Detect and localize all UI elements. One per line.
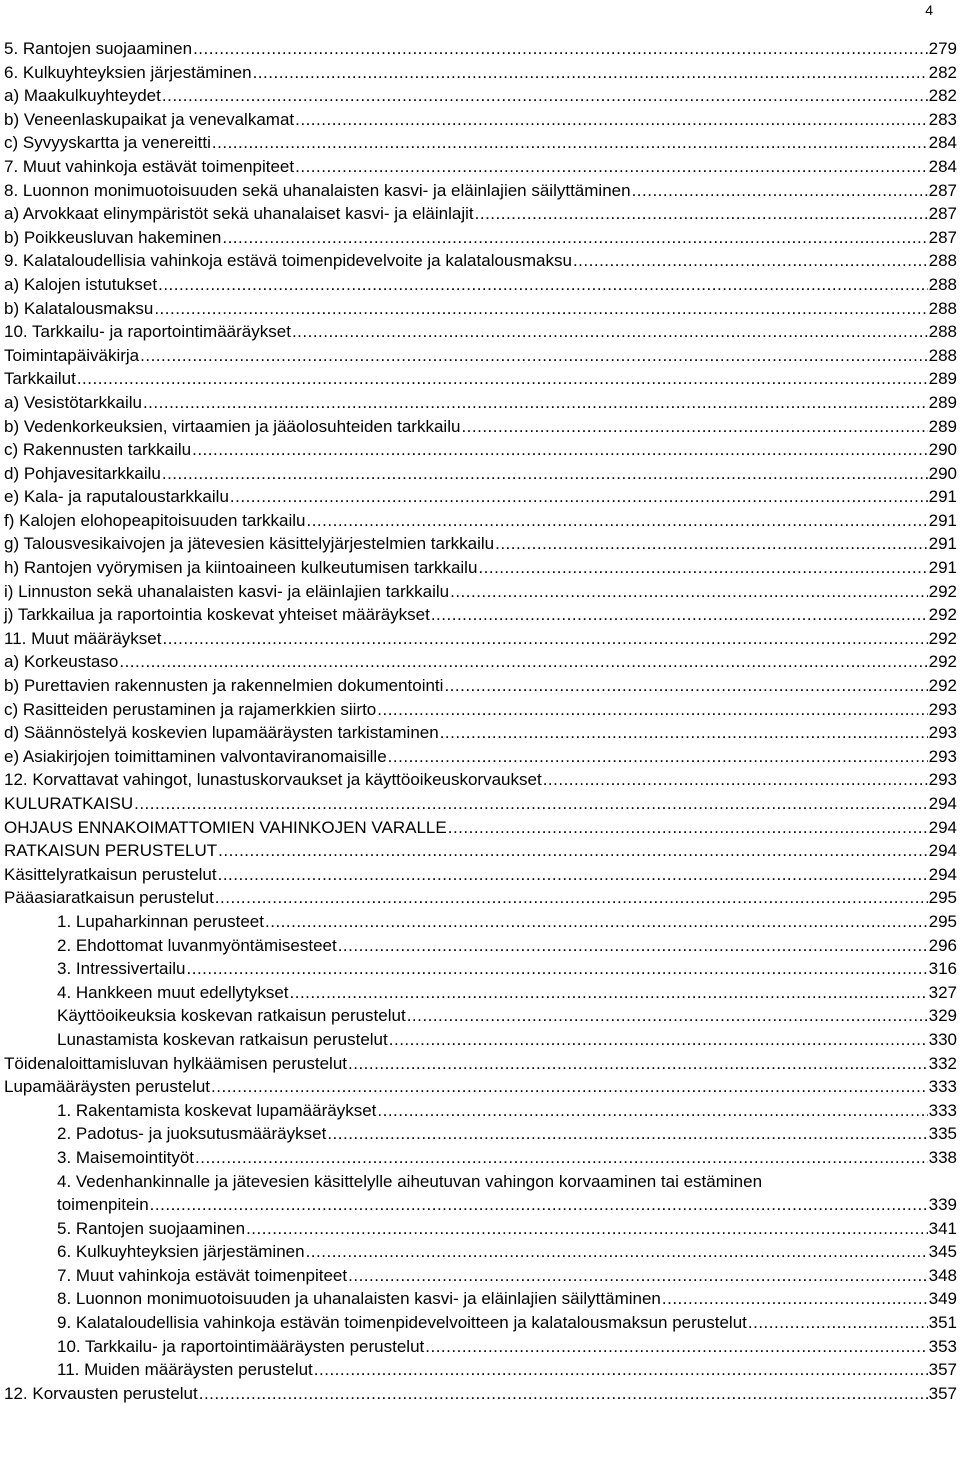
toc-entry-title: RATKAISUN PERUSTELUT [4,841,218,861]
dot-leader [440,721,928,745]
toc-entry-title: 4. Hankkeen muut edellytykset [57,982,289,1002]
toc-entry[interactable] [4,698,957,722]
toc-entry-title: Käyttöoikeuksia koskevan ratkaisun perustelut [57,1006,406,1026]
toc-entry-title: g) Talousvesikaivojen ja jätevesien käsittelyjärjestelmien tarkkailu [4,534,495,554]
toc-entry-page: 282 [928,62,957,82]
toc-entry-title: 7. Muut vahinkoja estävät toimenpiteet [57,1265,348,1285]
toc-entry[interactable] [4,273,957,297]
dot-leader [495,532,928,556]
dot-leader [187,957,928,981]
toc-entry-title: 9. Kalataloudellisia vahinkoja estävän toimenpidevelvoitteen ja kalatalousmaksun perustelut [57,1313,747,1333]
toc-entry-title: 6. Kulkuyhteyksien järjestäminen [57,1242,305,1262]
toc-entry-page: 335 [928,1124,957,1144]
toc-entry[interactable] [4,1075,957,1099]
dot-leader [389,1028,928,1052]
toc-entry[interactable] [4,1193,957,1217]
toc-entry-page: 357 [928,1383,957,1403]
toc-entry-title: a) Korkeustaso [4,652,119,672]
toc-entry-page: 292 [928,628,957,648]
toc-entry-page: 329 [928,1006,957,1026]
toc-entry-page: 291 [928,558,957,578]
dot-leader [193,37,928,61]
toc-entry-page: 291 [928,510,957,530]
toc-entry-page: 287 [928,227,957,247]
toc-entry-page: 284 [928,133,957,153]
toc-entry-page: 289 [928,416,957,436]
toc-entry[interactable] [4,768,957,792]
toc-entry-title: a) Kalojen istutukset [4,274,158,294]
toc-entry-title: 3. Maisemointityöt [57,1147,194,1167]
toc-entry-title: Toimintapäiväkirja [4,345,140,365]
toc-entry-page: 294 [928,841,957,861]
toc-entry[interactable] [4,1122,957,1146]
dot-leader [192,438,928,462]
dot-leader [246,1217,928,1241]
toc-entry-title: 10. Tarkkailu- ja raportointimääräysten perustelut [57,1336,425,1356]
toc-entry-page: 332 [928,1053,957,1073]
toc-entry-title: b) Vedenkorkeuksien, virtaamien ja jääolosuhteiden tarkkailu [4,416,461,436]
dot-leader [222,226,927,250]
toc-entry-title: OHJAUS ENNAKOIMATTOMIEN VAHINKOJEN VARALLE [4,817,447,837]
toc-entry[interactable] [4,674,957,698]
toc-entry-page: 292 [928,676,957,696]
toc-entry-page: 351 [928,1313,957,1333]
toc-entry-page: 295 [928,911,957,931]
toc-entry-title-line: 4. Vedenhankinnalle ja jätevesien käsittelylle aiheutuvan vahingon korvaaminen tai estäminen [57,1171,763,1191]
toc-entry-title: b) Kalatalousmaksu [4,298,154,318]
toc-entry[interactable] [4,179,957,203]
toc-entry-title: 11. Muut määräykset [4,628,162,648]
dot-leader [134,792,928,816]
toc-entry-page: 292 [928,652,957,672]
toc-entry-page: 339 [928,1195,957,1215]
toc-entry-page: 357 [928,1360,957,1380]
toc-entry-title: 12. Korvausten perustelut [4,1383,198,1403]
toc-entry[interactable] [4,202,957,226]
toc-entry[interactable] [4,627,957,651]
toc-entry[interactable] [4,249,957,273]
toc-entry[interactable] [4,1358,957,1382]
toc-entry-page: 289 [928,392,957,412]
toc-entry-page: 290 [928,463,957,483]
toc-entry-title: Tarkkailut [4,369,76,389]
toc-entry-title: d) Pohjavesitarkkailu [4,463,161,483]
toc-entry[interactable] [4,462,957,486]
dot-leader [377,1099,927,1123]
toc-entry-page: 293 [928,746,957,766]
table-of-contents [4,37,957,1405]
dot-leader [158,273,928,297]
toc-entry-title: c) Syvyyskartta ja venereitti [4,133,211,153]
dot-leader [444,674,927,698]
toc-entry-title: 7. Muut vahinkoja estävät toimenpiteet [4,156,295,176]
toc-entry[interactable] [4,297,957,321]
toc-entry-title: i) Linnuston sekä uhanalaisten kasvi- ja eläinlajien tarkkailu [4,581,450,601]
dot-leader [140,344,928,368]
toc-entry[interactable] [4,1217,957,1241]
toc-entry-title: e) Kala- ja raputaloustarkkailu [4,487,229,507]
toc-entry-page: 341 [928,1218,957,1238]
toc-entry[interactable] [4,344,957,368]
toc-entry-title: a) Vesistötarkkailu [4,392,142,412]
toc-entry-title: Lupamääräysten perustelut [4,1077,211,1097]
toc-entry-title: 5. Rantojen suojaaminen [4,39,193,58]
dot-leader [450,580,928,604]
dot-leader [478,556,927,580]
toc-entry-title: KULURATKAISU [4,794,134,813]
toc-entry-title: c) Rakennusten tarkkailu [4,440,192,460]
toc-entry[interactable] [4,816,957,840]
toc-entry[interactable] [4,1382,957,1406]
toc-entry-page: 294 [928,864,957,884]
toc-entry-page: 288 [928,345,957,365]
toc-entry-page: 288 [928,322,957,342]
toc-entry[interactable] [4,131,957,155]
toc-entry-title: Pääasiaratkaisun perustelut [4,888,214,908]
toc-entry[interactable] [4,1311,957,1335]
toc-entry[interactable] [4,910,957,934]
toc-entry-page: 288 [928,251,957,271]
toc-entry-title: e) Asiakirjojen toimittaminen valvontaviranomaisille [4,746,387,766]
toc-entry-title: b) Purettavien rakennusten ja rakennelmien dokumentointi [4,676,444,696]
toc-entry-page: 288 [928,274,957,294]
toc-entry[interactable] [4,84,957,108]
toc-entry[interactable] [4,391,957,415]
toc-entry-title: f) Kalojen elohopeapitoisuuden tarkkailu [4,510,306,530]
page-number: 4 [925,2,933,18]
toc-entry-title: j) Tarkkailua ja raportointia koskevat yhteiset määräykset [4,605,430,625]
toc-entry-title: Töidenaloittamisluvan hylkäämisen perustelut [4,1053,348,1073]
toc-entry[interactable] [4,1240,957,1264]
toc-entry-title: 6. Kulkuyhteyksien järjestäminen [4,62,252,82]
toc-entry-title: 5. Rantojen suojaaminen [57,1218,246,1238]
toc-entry[interactable] [4,957,957,981]
toc-entry[interactable] [4,1099,957,1123]
toc-entry[interactable] [4,603,957,627]
toc-entry-page: 293 [928,770,957,790]
dot-leader [77,367,928,391]
toc-entry[interactable] [4,1028,957,1052]
dot-leader [265,910,928,934]
toc-entry[interactable] [4,1052,957,1076]
toc-entry[interactable] [4,485,957,509]
toc-entry-title: 2. Padotus- ja juoksutusmääräykset [57,1124,327,1144]
dot-leader [212,131,928,155]
toc-entry-page: 287 [928,204,957,224]
dot-leader [306,1240,928,1264]
toc-entry[interactable] [4,367,957,391]
toc-entry[interactable] [4,792,957,816]
dot-leader [143,391,928,415]
dot-leader [199,1382,928,1406]
toc-entry-title: 1. Rakentamista koskevat lupamääräykset [57,1100,377,1120]
toc-entry-page: 294 [928,794,957,813]
toc-entry-page: 289 [928,369,957,389]
toc-entry[interactable] [4,886,957,910]
dot-leader [662,1287,928,1311]
dot-leader [119,650,927,674]
toc-entry-page: 293 [928,723,957,743]
dot-leader [461,415,927,439]
toc-entry-page: 333 [928,1100,957,1120]
toc-entry-page: 296 [928,935,957,955]
toc-entry-page: 294 [928,817,957,837]
toc-entry[interactable] [4,415,957,439]
toc-entry[interactable] [4,226,957,250]
dot-leader [314,1358,928,1382]
dot-leader [748,1311,928,1335]
dot-leader [388,745,928,769]
toc-entry-title: c) Rasitteiden perustaminen ja rajamerkkien siirto [4,699,377,719]
dot-leader [253,61,928,85]
toc-entry-title: toimenpitein [57,1195,149,1215]
toc-entry-title: 8. Luonnon monimuotoisuuden sekä uhanalaisten kasvi- ja eläinlajien säilyttäminen [4,180,631,200]
toc-entry-title: a) Maakulkuyhteydet [4,86,161,106]
toc-entry-title: b) Poikkeusluvan hakeminen [4,227,222,247]
dot-leader [295,155,928,179]
dot-leader [306,509,927,533]
dot-leader [425,1335,927,1359]
toc-entry[interactable] [4,721,957,745]
toc-entry-title: 3. Intressivertailu [57,959,186,979]
dot-leader [573,249,928,273]
toc-entry-title: 2. Ehdottomat luvanmyöntämisesteet [57,935,337,955]
dot-leader [338,934,928,958]
dot-leader [162,627,927,651]
toc-entry[interactable] [4,1146,957,1170]
toc-entry-page: 284 [928,156,957,176]
toc-entry-title: Käsittelyratkaisun perustelut [4,864,217,884]
toc-entry[interactable] [4,1004,957,1028]
toc-entry[interactable] [4,438,957,462]
dot-leader [154,297,927,321]
dot-leader [348,1052,928,1076]
dot-leader [543,768,928,792]
toc-entry[interactable] [4,1335,957,1359]
toc-entry-title: 10. Tarkkailu- ja raportointimääräykset [4,322,291,342]
toc-entry-page: 292 [928,605,957,625]
toc-entry-page: 282 [928,86,957,106]
toc-entry-page: 348 [928,1265,957,1285]
toc-entry-page: 330 [928,1029,957,1049]
dot-leader [475,202,928,226]
toc-entry-page: 293 [928,699,957,719]
toc-entry[interactable] [4,108,957,132]
toc-entry-page: 288 [928,298,957,318]
toc-entry-page: 291 [928,534,957,554]
dot-leader [295,108,927,132]
toc-entry-title: 1. Lupaharkinnan perusteet [57,911,264,931]
dot-leader [215,886,928,910]
toc-entry-page: 290 [928,440,957,460]
dot-leader [162,462,928,486]
toc-entry-title: 11. Muiden määräysten perustelut [57,1360,313,1380]
dot-leader [162,84,928,108]
toc-entry[interactable] [4,509,957,533]
dot-leader [448,816,928,840]
dot-leader [218,863,928,887]
toc-entry[interactable] [4,981,957,1005]
toc-entry-page: 333 [928,1077,957,1097]
toc-entry-page: 295 [928,888,957,908]
toc-entry[interactable] [4,745,957,769]
toc-entry[interactable] [4,37,957,61]
toc-entry-title: h) Rantojen vyörymisen ja kiintoaineen kulkeutumisen tarkkailu [4,558,478,578]
toc-entry-title: b) Veneenlaskupaikat ja venevalkamat [4,109,295,129]
toc-entry-title: 9. Kalataloudellisia vahinkoja estävä toimenpidevelvoite ja kalatalousmaksu [4,251,572,271]
toc-entry-page: 292 [928,581,957,601]
toc-entry-title: a) Arvokkaat elinympäristöt sekä uhanalaiset kasvi- ja eläinlajit [4,204,474,224]
dot-leader [211,1075,928,1099]
toc-entry[interactable] [4,1264,957,1288]
toc-entry-page: 283 [928,109,957,129]
dot-leader [632,179,928,203]
toc-entry-page: 353 [928,1336,957,1356]
toc-entry-page: 338 [928,1147,957,1167]
toc-entry-title: Lunastamista koskevan ratkaisun perustelut [57,1029,388,1049]
toc-entry-page: 349 [928,1289,957,1309]
toc-entry[interactable] [4,61,957,85]
toc-entry-title: 8. Luonnon monimuotoisuuden ja uhanalaisten kasvi- ja eläinlajien säilyttäminen [57,1289,661,1309]
toc-entry[interactable] [4,532,957,556]
dot-leader [348,1264,928,1288]
dot-leader [218,839,927,863]
toc-entry[interactable] [4,320,957,344]
dot-leader [431,603,928,627]
toc-entry-title: 12. Korvattavat vahingot, lunastuskorvaukset ja käyttöoikeuskorvaukset [4,770,542,790]
toc-entry-page: 345 [928,1242,957,1262]
toc-entry[interactable] [4,839,957,863]
dot-leader [377,698,927,722]
dot-leader [292,320,928,344]
toc-entry[interactable] [4,934,957,958]
dot-leader [407,1004,928,1028]
toc-entry-page: 327 [928,982,957,1002]
toc-entry-page: 316 [928,959,957,979]
toc-entry-page: 287 [928,180,957,200]
toc-entry[interactable] [4,1287,957,1311]
toc-entry[interactable] [4,650,957,674]
toc-entry-page: 279 [928,39,957,58]
toc-entry-title: d) Säännöstelyä koskevien lupamääräysten tarkistaminen [4,723,439,743]
dot-leader [195,1146,928,1170]
dot-leader [327,1122,927,1146]
toc-entry[interactable] [4,863,957,887]
dot-leader [150,1193,928,1217]
dot-leader [290,981,928,1005]
toc-entry[interactable] [4,155,957,179]
toc-entry-page: 291 [928,487,957,507]
toc-entry[interactable] [4,556,957,580]
dot-leader [230,485,928,509]
toc-entry[interactable] [4,580,957,604]
